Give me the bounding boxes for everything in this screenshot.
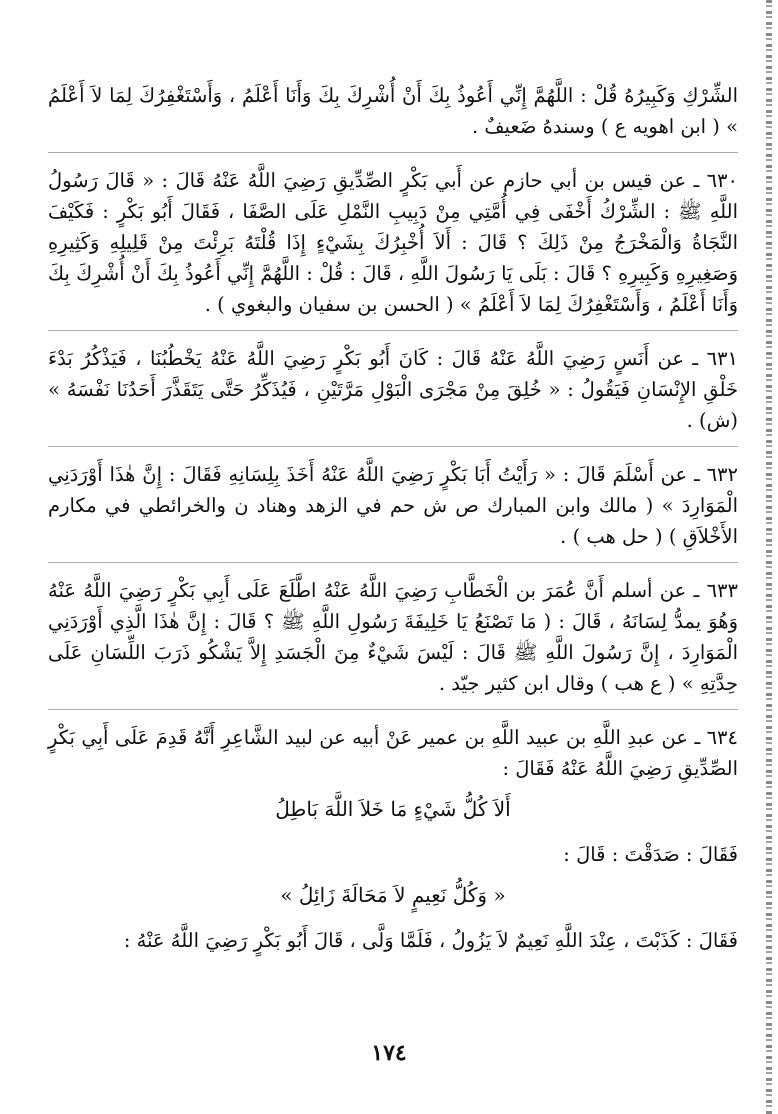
page-body xyxy=(48,80,738,966)
final-line: فَقَالَ : كَذَبْتَ ، عِنْدَ اللَّهِ نَعِيمٌ لاَ يَزُولُ ، فَلَمَّا وَلَّى ، قَالَ أَبُو بَكْرٍ رَضِيَ اللَّهُ عَنْهُ : xyxy=(123,929,738,952)
page-number: ١٧٤ xyxy=(371,1040,407,1066)
verse-line-2: « وَكُلُّ نَعِيمٍ لاَ مَحَالَةَ زَائِلُ » xyxy=(280,883,506,907)
scan-edge xyxy=(766,0,772,1114)
hadith-632: ٦٣٢ ـ عن أَسْلَمَ قَالَ : « رَأَيْتُ أَبَا بَكْرٍ رَضِيَ اللَّهُ عَنْهُ أَخَذَ بِلِسَانِهِ فَقَالَ : إِنَّ هٰذَا أَوْرَدَنِي الْمَوَارِدَ » ( مالك وابن المبارك ص ش حم في الزهد وهناد ن والخرائطي في مكارم الأَخْلاَقِ ) ( حل هب ) . xyxy=(48,463,738,548)
hadith-631: ٦٣١ ـ عن أَنَسٍ رَضِيَ اللَّهُ عَنْهُ قَالَ : كَانَ أَبُو بَكْرٍ رَضِيَ اللَّهُ عَنْهُ يَخْطُبُنَا ، فَيَذْكُرُ بَدْءَ خَلْقِ الإِنْسَانِ فَيَقُولُ : « خُلِقَ مِنْ مَجْرَى الْبَوْلِ مَرَّتَيْنِ ، فَيُذَكِّرُ حَتَّى يَتَقَذَّرَ أَحَدُنَا نَفْسَهُ » (ش) . xyxy=(48,347,738,432)
divider xyxy=(48,709,738,710)
divider xyxy=(48,152,738,153)
hadith-634: ٦٣٤ ـ عن عبدِ اللَّهِ بن عبيد اللَّهِ بن عمير عَنْ أبيه عن لبيد الشَّاعِرِ أَنَّهُ قَدِمَ عَلَى أَبِي بَكْرٍ الصِّدِّيقِ رَضِيَ اللَّهُ عَنْهُ فَقَالَ : xyxy=(48,726,738,780)
divider xyxy=(48,562,738,563)
hadith-633: ٦٣٣ ـ عن أسلم أَنَّ عُمَرَ بن الْخَطَّابِ رَضِيَ اللَّهُ عَنْهُ اطَّلَعَ عَلَى أَبِي بَكْرٍ رَضِيَ اللَّهُ عَنْهُ وَهُوَ يمدُّ لِسَانَهُ ، قَالَ : ( مَا تَصْنَعُ يَا خَلِيفَةَ رَسُولِ اللَّهِ ﷺ ؟ قَالَ : إِنَّ هٰذَا الَّذِي أَوْرَدَنِي الْمَوَارِدَ ، إِنَّ رَسُولَ اللَّهِ ﷺ قَالَ : لَيْسَ شَيْءٌ مِنَ الْجَسَدِ إِلاَّ يَشْكُو ذَرَبَ اللِّسَانِ عَلَى حِدَّتِهِ » ( ع هب ) وقال ابن كثير جيّد . xyxy=(48,579,738,695)
reply-line: فَقَالَ : صَدَقْتَ : قَالَ : xyxy=(563,843,738,866)
verse-line-1: أَلاَ كُلُّ شَيْءٍ مَا خَلاَ اللَّهَ بَاطِلُ xyxy=(275,797,511,821)
divider xyxy=(48,446,738,447)
hadith-630: ٦٣٠ ـ عن قيس بن أبي حازم عن أَبي بَكْرٍ الصِّدِّيقِ رَضِيَ اللَّهُ عَنْهُ قَالَ : « قَالَ رَسُولُ اللَّهِ ﷺ : الشِّرْكُ أَخْفَى فِي أُمَّتِي مِنْ دَبِيبِ النَّمْلِ عَلَى الصَّفَا ، فَقَالَ أَبُو بَكْرٍ : فَكَيْفَ النَّجَاةُ وَالْمَخْرَجُ مِنْ ذَلِكَ ؟ قَالَ : أَلاَ أُخْبِرُكَ بِشَيْءٍ إِذَا قُلْتَهُ بَرِئْتَ مِنْ قَلِيلِهِ وَكَثِيرِهِ وَصَغِيرِهِ وَكَبِيرِهِ ؟ قَالَ : بَلَى يَا رَسُولَ اللَّهِ ، قَالَ : قُلْ : اللَّهُمَّ إِنِّي أَعُوذُ بِكَ أَنْ أُشْرِكَ بِكَ وَأَنَا أَعْلَمُ ، وَأَسْتَغْفِرُكَ لِمَا لاَ أَعْلَمُ » ( الحسن بن سفيان والبغوي ) . xyxy=(48,169,738,316)
divider xyxy=(48,330,738,331)
paragraph-intro: الشِّرْكِ وَكَبِيرُهُ قُلْ : اللَّهُمَّ إِنِّي أَعُوذُ بِكَ أَنْ أُشْرِكَ بِكَ وَأَنَا أَعْلَمُ ، وَأَسْتَغْفِرُكَ لِمَا لاَ أَعْلَمُ » ( ابن اهويه ع ) وسندهُ ضَعيفٌ . xyxy=(48,84,738,138)
